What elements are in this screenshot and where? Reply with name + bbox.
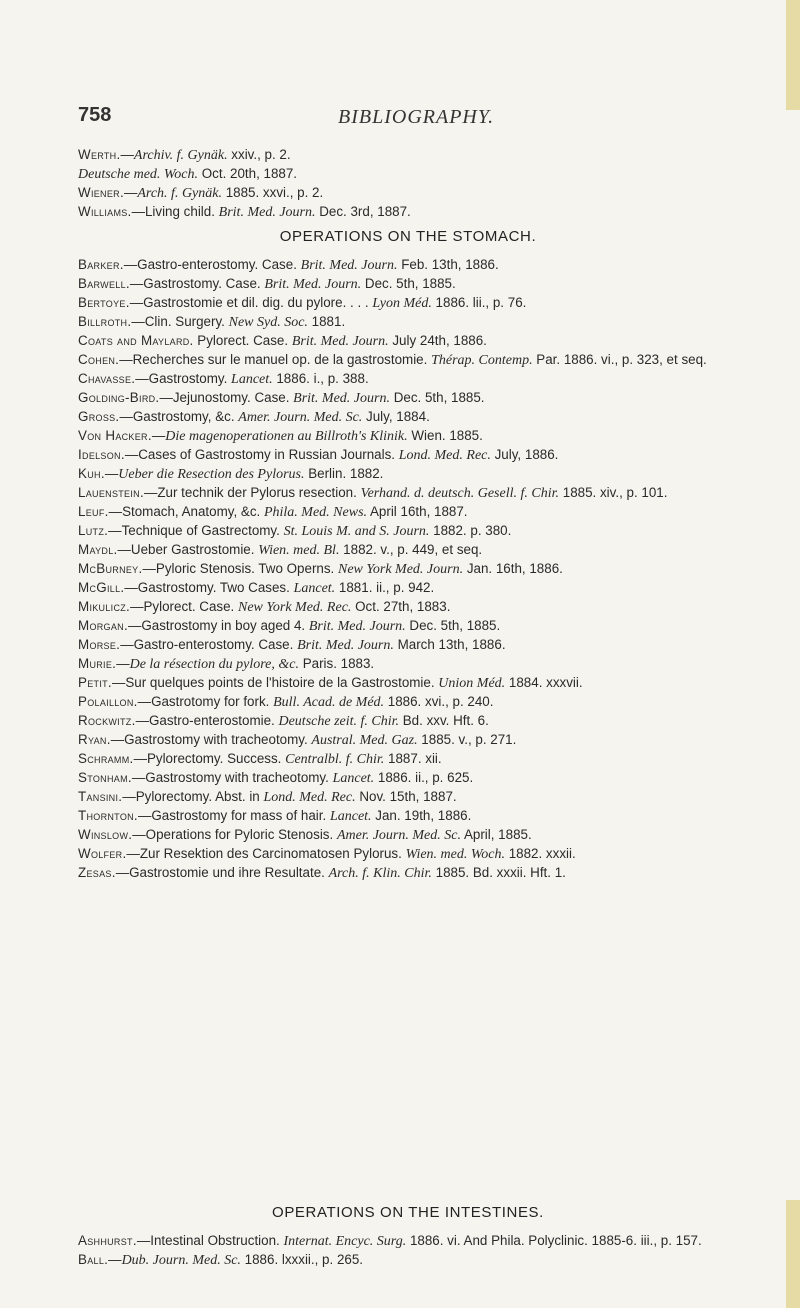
entry-citation: Oct. 20th, 1887. — [198, 166, 298, 181]
entry-title: —Clin. Surgery. — [131, 314, 229, 329]
entry-citation: Feb. 13th, 1886. — [397, 257, 499, 272]
entry-title: —Gastro-enterostomy. Case. — [120, 637, 298, 652]
entry-author: Morgan. — [78, 618, 128, 633]
entry-source: Brit. Med. Journ. — [264, 277, 362, 292]
entry-citation: 1887. xii. — [384, 751, 442, 766]
bibliography-entry — [78, 693, 738, 712]
entry-source: Dub. Journ. Med. Sc. — [121, 1253, 241, 1268]
entry-citation: 1886. lii., p. 76. — [431, 295, 527, 310]
entry-author: Wiener. — [78, 185, 124, 200]
entry-title: —Operations for Pyloric Stenosis. — [132, 827, 337, 842]
entry-title: —Gastrostomy. — [135, 371, 232, 386]
entry-title: —Gastrostomy with tracheotomy. — [110, 732, 312, 747]
entry-title: — — [151, 428, 166, 443]
bibliography-entry — [78, 560, 738, 579]
entry-citation: Paris. 1883. — [298, 656, 375, 671]
entry-citation: 1884. xxxvii. — [505, 675, 583, 690]
bibliography-entry — [78, 579, 738, 598]
entry-source: Amer. Journ. Med. Sc. — [238, 410, 363, 425]
bibliography-entry — [78, 446, 738, 465]
entry-citation: July 24th, 1886. — [388, 333, 487, 348]
entry-title: —Living child. — [131, 204, 219, 219]
entry-source: Arch. f. Klin. Chir. — [328, 866, 432, 881]
bibliography-entry — [78, 146, 738, 165]
entry-author: Idelson. — [78, 447, 125, 462]
entry-citation: 1886. xvi., p. 240. — [384, 694, 494, 709]
bibliography-entry — [78, 1232, 738, 1251]
entry-source: De la résection du pylore, &c. — [129, 657, 299, 672]
bibliography-entry — [78, 408, 738, 427]
entry-citation: Nov. 15th, 1887. — [355, 789, 457, 804]
bibliography-entry — [78, 256, 738, 275]
entry-title: —Zur technik der Pylorus resection. — [143, 485, 361, 500]
entry-title: — — [116, 656, 130, 671]
entry-citation: Jan. 16th, 1886. — [463, 561, 563, 576]
bibliography-entry — [78, 674, 738, 693]
bibliography-entry — [78, 184, 738, 203]
entry-title: —Gastrostomie et dil. dig. du pylore. . . . — [129, 295, 373, 310]
entry-citation: 1885. Bd. xxxii. Hft. 1. — [431, 865, 566, 880]
entry-citation: Jan. 19th, 1886. — [371, 808, 472, 823]
entry-citation: Dec. 3rd, 1887. — [315, 204, 411, 219]
page-header — [78, 104, 738, 134]
bibliography-entry — [78, 845, 738, 864]
entry-author: Rockwitz. — [78, 713, 136, 728]
entry-citation: March 13th, 1886. — [393, 637, 506, 652]
entry-author: Bertoye. — [78, 295, 130, 310]
entry-title: —Gastro-enterostomy. Case. — [123, 257, 301, 272]
entry-citation: 1886. lxxxii., p. 265. — [240, 1252, 364, 1267]
entry-source: Thérap. Contemp. — [431, 353, 533, 368]
entry-source: Amer. Journ. Med. Sc. — [336, 828, 461, 843]
bibliography-entry — [78, 750, 738, 769]
entry-author: Von Hacker. — [78, 428, 152, 443]
entry-title: —Gastrostomie und ihre Resultate. — [115, 865, 329, 880]
running-title: BIBLIOGRAPHY. — [338, 106, 495, 128]
entry-author: Williams. — [78, 204, 132, 219]
entry-source: Brit. Med. Journ. — [291, 334, 389, 349]
entry-citation: April, 1885. — [460, 827, 532, 842]
bibliography-entry — [78, 313, 738, 332]
entry-source: Lancet. — [332, 771, 375, 786]
entry-title: —Gastrotomy for fork. — [137, 694, 274, 709]
bibliography-entry — [78, 864, 738, 883]
entry-title: Pylorect. Case. — [193, 333, 292, 348]
entry-citation: 1885. xiv., p. 101. — [559, 485, 668, 500]
entry-author: Cohen. — [78, 352, 120, 367]
bibliography-entry — [78, 165, 738, 184]
page-edge-stain — [786, 0, 800, 110]
entry-source: Wien. med. Bl. — [258, 543, 340, 558]
entry-author: Zesas. — [78, 865, 116, 880]
entry-source: Lancet. — [293, 581, 336, 596]
entry-citation: Par. 1886. vi., p. 323, et seq. — [532, 352, 707, 367]
entry-author: Kuh. — [78, 466, 105, 481]
entry-source: Brit. Med. Journ. — [300, 258, 398, 273]
entry-citation: Oct. 27th, 1883. — [351, 599, 451, 614]
entry-source: Lond. Med. Rec. — [263, 790, 356, 805]
entry-title: —Gastrostomy with tracheotomy. — [131, 770, 333, 785]
entry-source: Deutsche zeit. f. Chir. — [278, 714, 400, 729]
entry-author: Ashhurst. — [78, 1233, 137, 1248]
bibliography-entry — [78, 370, 738, 389]
entry-source: New Syd. Soc. — [228, 315, 308, 330]
bibliography-entry — [78, 465, 738, 484]
bibliography-entry — [78, 712, 738, 731]
entry-title: —Zur Resektion des Carcinomatosen Pylorus. — [126, 846, 406, 861]
stomach-entries — [78, 256, 738, 883]
entry-citation: Dec. 5th, 1885. — [361, 276, 456, 291]
bibliography-entry — [78, 351, 738, 370]
entry-citation: xxiv., p. 2. — [227, 147, 291, 162]
entry-title: — — [123, 185, 138, 200]
entry-source: Internat. Encyc. Surg. — [283, 1234, 407, 1249]
entry-citation: 1886. i., p. 388. — [272, 371, 369, 386]
entry-author: McBurney. — [78, 561, 143, 576]
entry-author: Stonham. — [78, 770, 132, 785]
entry-title: —Gastrostomy in boy aged 4. — [127, 618, 309, 633]
entry-author: Leuf. — [78, 504, 109, 519]
entry-author: Coats and Maylard. — [78, 333, 194, 348]
bibliography-entry — [78, 769, 738, 788]
entry-citation: Dec. 5th, 1885. — [405, 618, 501, 633]
bibliography-entry — [78, 427, 738, 446]
entry-author: Billroth. — [78, 314, 132, 329]
bibliography-entry — [78, 1251, 738, 1270]
entry-title: —Stomach, Anatomy, &c. — [108, 504, 264, 519]
entry-source: St. Louis M. and S. Journ. — [283, 524, 430, 539]
entry-author: Lauenstein. — [78, 485, 144, 500]
entry-title: — — [108, 1252, 122, 1267]
bibliography-entry — [78, 332, 738, 351]
entry-title: —Ueber Gastrostomie. — [117, 542, 259, 557]
entry-author: Winslow. — [78, 827, 133, 842]
entry-author: Barwell. — [78, 276, 130, 291]
bibliography-entry — [78, 484, 738, 503]
entry-citation: July, 1884. — [362, 409, 430, 424]
entry-title: —Pylorectomy. Abst. in — [122, 789, 264, 804]
entry-title: —Gastrostomy for mass of hair. — [137, 808, 330, 823]
entry-author: Golding-Bird. — [78, 390, 160, 405]
entry-author: Chavasse. — [78, 371, 136, 386]
entry-source: Verhand. d. deutsch. Gesell. f. Chir. — [360, 486, 560, 501]
entry-source: Brit. Med. Journ. — [218, 205, 316, 220]
entry-source: Lancet. — [329, 809, 372, 824]
entry-title: —Pyloric Stenosis. Two Operns. — [142, 561, 338, 576]
entry-citation: 1881. — [307, 314, 346, 329]
entry-author: Werth. — [78, 147, 121, 162]
entry-title: —Gastrostomy. Two Cases. — [124, 580, 294, 595]
page-number: 758 — [78, 104, 112, 126]
entry-citation: 1882. v., p. 449, et seq. — [339, 542, 483, 557]
bibliography-entry — [78, 788, 738, 807]
entry-author: Tansini. — [78, 789, 123, 804]
bibliography-entry — [78, 655, 738, 674]
entry-title: —Gastro-enterostomie. — [135, 713, 279, 728]
entry-title: —Pylorectomy. Success. — [133, 751, 286, 766]
entry-source: Lancet. — [231, 372, 273, 387]
entry-citation: 1885. xxvi., p. 2. — [221, 185, 324, 200]
entry-citation: 1882. xxxii. — [504, 846, 576, 861]
entry-title: —Recherches sur le manuel op. de la gastrostomie. — [119, 352, 432, 367]
intestines-entries — [78, 1232, 738, 1270]
entry-citation: July, 1886. — [490, 447, 559, 462]
entry-citation: 1886. vi. And Phila. Polyclinic. 1885-6. iii., p. 157. — [406, 1233, 702, 1248]
bibliography-entry — [78, 389, 738, 408]
entry-title: —Gastrostomy. Case. — [129, 276, 265, 291]
entry-author: Morse. — [78, 637, 121, 652]
continued-entries — [78, 146, 738, 222]
entry-source: Arch. f. Gynäk. — [137, 186, 222, 201]
entry-citation: 1886. ii., p. 625. — [374, 770, 474, 785]
entry-citation: 1881. ii., p. 942. — [335, 580, 435, 595]
entry-citation: Dec. 5th, 1885. — [389, 390, 485, 405]
entry-source: Union Méd. — [438, 676, 506, 691]
entry-author: Thornton. — [78, 808, 138, 823]
entry-title: — — [104, 466, 119, 481]
entry-title: —Intestinal Obstruction. — [136, 1233, 284, 1248]
bibliography-entry — [78, 503, 738, 522]
entry-author: Gross. — [78, 409, 120, 424]
entry-title: —Cases of Gastrostomy in Russian Journals. — [124, 447, 399, 462]
bibliography-entry — [78, 522, 738, 541]
entry-source: New York Med. Rec. — [238, 600, 352, 615]
entry-author: Maydl. — [78, 542, 118, 557]
entry-citation: 1885. v., p. 271. — [417, 732, 517, 747]
entry-source: Bull. Acad. de Méd. — [273, 695, 385, 710]
entry-author: Schramm. — [78, 751, 134, 766]
bibliography-entry — [78, 203, 738, 222]
entry-source: New York Med. Journ. — [338, 562, 464, 577]
bibliography-entry — [78, 636, 738, 655]
entry-source: Brit. Med. Journ. — [293, 391, 390, 406]
intestines-heading: OPERATIONS ON THE INTESTINES. — [272, 1204, 544, 1221]
entry-title: —Sur quelques points de l'histoire de la Gastrostomie. — [111, 675, 439, 690]
entry-source: Wien. med. Woch. — [405, 847, 505, 862]
bibliography-entry — [78, 541, 738, 560]
bibliography-entry — [78, 731, 738, 750]
entry-author: Barker. — [78, 257, 124, 272]
entry-author: Polaillon. — [78, 694, 138, 709]
entry-author: Murie. — [78, 656, 117, 671]
entry-source: Archiv. f. Gynäk. — [133, 148, 228, 163]
entry-source: Brit. Med. Journ. — [297, 638, 394, 653]
bibliography-entry — [78, 275, 738, 294]
entry-citation: Berlin. 1882. — [304, 466, 384, 481]
page-edge-stain — [786, 1200, 800, 1308]
entry-source: Ueber die Resection des Pylorus. — [118, 467, 305, 482]
entry-source: Die magenoperationen au Billroth's Klinik. — [165, 429, 408, 444]
stomach-heading: OPERATIONS ON THE STOMACH. — [279, 228, 537, 245]
entry-source: Lond. Med. Rec. — [398, 448, 491, 463]
entry-source: Centralbl. f. Chir. — [285, 752, 385, 767]
entry-source: Brit. Med. Journ. — [308, 619, 406, 634]
entry-citation: Bd. xxv. Hft. 6. — [399, 713, 489, 728]
bibliography-entry — [78, 294, 738, 313]
entry-citation: 1882. p. 380. — [429, 523, 512, 538]
bibliography-entry — [78, 598, 738, 617]
entry-citation: Wien. 1885. — [407, 428, 483, 443]
entry-author: Ryan. — [78, 732, 111, 747]
entry-title: —Pylorect. Case. — [130, 599, 238, 614]
entry-author: Ball. — [78, 1252, 109, 1267]
entry-author: Mikulicz. — [78, 599, 131, 614]
entry-author: McGill. — [78, 580, 125, 595]
entry-author: Lutz. — [78, 523, 109, 538]
bibliography-entry — [78, 617, 738, 636]
bibliography-entry — [78, 807, 738, 826]
entry-title: —Gastrostomy, &c. — [119, 409, 239, 424]
entry-title: — — [120, 147, 134, 162]
entry-author: Petit. — [78, 675, 112, 690]
entry-source: Lyon Méd. — [372, 296, 432, 311]
bibliography-entry — [78, 826, 738, 845]
entry-source: Phila. Med. News. — [263, 505, 368, 520]
entry-source: Austral. Med. Gaz. — [311, 733, 418, 748]
entry-title: —Technique of Gastrectomy. — [108, 523, 284, 538]
entry-title: —Jejunostomy. Case. — [159, 390, 294, 405]
entry-source: Deutsche med. Woch. — [78, 167, 199, 182]
entry-author: Wolfer. — [78, 846, 127, 861]
entry-citation: April 16th, 1887. — [367, 504, 468, 519]
